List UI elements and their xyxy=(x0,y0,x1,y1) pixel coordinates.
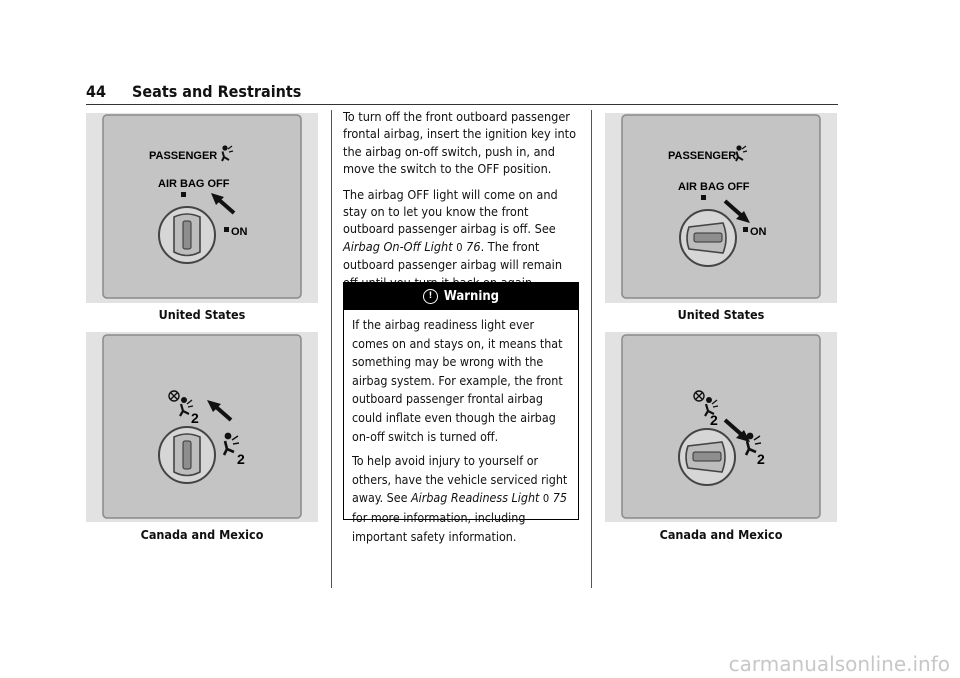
passenger-label: PASSENGER xyxy=(668,150,737,162)
on-label: ON xyxy=(750,226,767,238)
on-label: ON xyxy=(231,226,248,238)
figure-canada-switch-on xyxy=(605,332,837,522)
airbag-switch-us-illustration xyxy=(86,113,318,303)
warning-body xyxy=(344,310,578,546)
caption-canada-right: Canada and Mexico xyxy=(659,527,783,542)
paragraph-turn-off: To turn off the front outboard passenger frontal airbag, insert the ignition key into the airbag on-off switch, push in, and move the switch to the OFF position. xyxy=(343,109,577,177)
key-switch-icon xyxy=(159,207,215,263)
on-indicator-icon xyxy=(224,227,229,232)
on-indicator-icon xyxy=(743,227,748,232)
warning-title: Warning xyxy=(443,289,500,304)
caption-us-right: United States xyxy=(677,307,765,322)
airbag-off-label: AIR BAG OFF xyxy=(158,178,230,190)
column-divider-right xyxy=(591,110,592,588)
reference-icon: 0 xyxy=(456,240,463,254)
airbag-off-label: AIR BAG OFF xyxy=(678,181,750,193)
warning-icon: ! xyxy=(423,289,438,304)
figure-canada-switch-off xyxy=(86,332,318,522)
page-number: 44 xyxy=(86,82,107,101)
off-indicator-icon xyxy=(181,192,186,197)
off-digit: 2 xyxy=(710,412,718,428)
off-digit: 2 xyxy=(191,410,199,426)
warning-paragraph-1: If the airbag readiness light ever comes on and stays on, it means that something may be wrong with the airbag system. For example, the front outboard passenger frontal airbag could inflate even though the airbag on-off switch is turned off. xyxy=(352,317,563,444)
caption-us-left: United States xyxy=(158,307,246,322)
caption-canada-left: Canada and Mexico xyxy=(140,527,264,542)
on-digit: 2 xyxy=(237,451,245,467)
airbag-switch-canada-illustration xyxy=(86,332,318,522)
paragraph-off-light: The airbag OFF light will come on and stay on to let you know the front outboard passenger airbag is off. See Airbag On-Off Light 0 76. The front outboard passenger airbag will remain xyxy=(343,186,563,273)
watermark: carmanualsonline.info xyxy=(728,652,950,676)
passenger-label: PASSENGER xyxy=(149,150,218,162)
airbag-switch-us-on-illustration xyxy=(605,113,837,303)
column-divider-left xyxy=(331,110,332,588)
off-indicator-icon xyxy=(701,195,706,200)
page-ref-76[interactable]: 76 xyxy=(466,238,481,254)
airbag-switch-canada-on-illustration xyxy=(605,332,837,522)
page-header xyxy=(86,82,838,105)
body-text xyxy=(343,108,580,299)
page-ref-75[interactable]: 75 xyxy=(552,490,567,506)
warning-paragraph-2: To help avoid injury to yourself or others, have the vehicle serviced right away. See Airbag Readiness Light 0 75 for more information, including important safety information. xyxy=(352,453,568,544)
warning-header xyxy=(344,283,578,310)
figure-us-switch-on xyxy=(605,113,837,303)
link-airbag-readiness-light[interactable]: Airbag Readiness Light xyxy=(411,490,540,506)
key-switch-icon xyxy=(679,429,735,485)
reference-icon: 0 xyxy=(542,492,550,506)
link-airbag-on-off-light[interactable]: Airbag On-Off Light xyxy=(343,238,453,254)
key-switch-icon xyxy=(159,427,215,483)
section-title: Seats and Restraints xyxy=(132,82,302,101)
key-switch-icon xyxy=(680,210,736,266)
figure-us-switch-off xyxy=(86,113,318,303)
warning-box xyxy=(343,282,579,544)
on-digit: 2 xyxy=(757,451,765,467)
